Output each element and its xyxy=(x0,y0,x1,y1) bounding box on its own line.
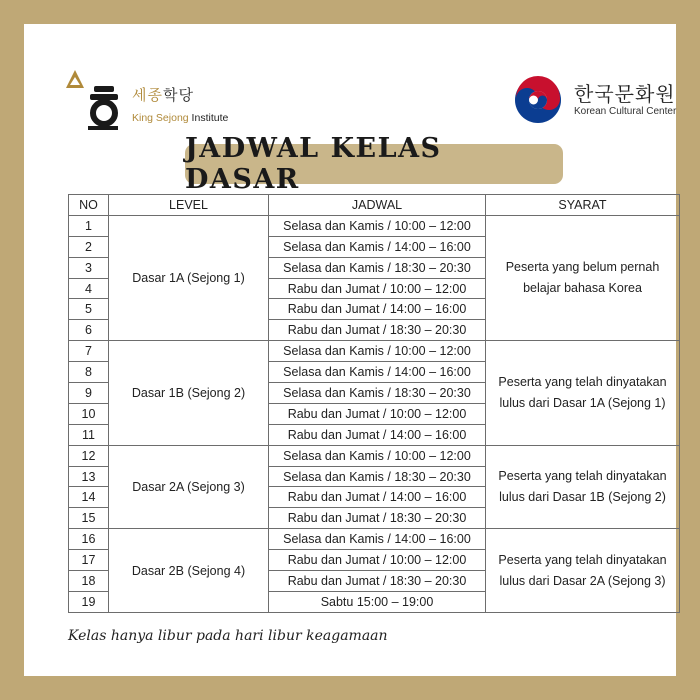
header-jadwal: JADWAL xyxy=(269,195,486,216)
jadwal-cell: Selasa dan Kamis / 14:00 – 16:00 xyxy=(269,362,486,383)
syarat-line: lulus dari Dasar 2A (Sejong 3) xyxy=(499,573,666,588)
row-no: 6 xyxy=(69,320,109,341)
row-no: 19 xyxy=(69,591,109,612)
jadwal-cell: Selasa dan Kamis / 18:30 – 20:30 xyxy=(269,383,486,404)
row-no: 18 xyxy=(69,571,109,592)
syarat-cell xyxy=(486,341,680,445)
syarat-cell xyxy=(486,529,680,613)
header-syarat: SYARAT xyxy=(486,195,680,216)
syarat-line: lulus dari Dasar 1B (Sejong 2) xyxy=(499,489,666,504)
syarat-line: Peserta yang telah dinyatakan xyxy=(498,374,667,389)
syarat-line: Peserta yang belum pernah xyxy=(505,260,660,275)
jadwal-cell: Rabu dan Jumat / 14:00 – 16:00 xyxy=(269,487,486,508)
footer-note: Kelas hanya libur pada hari libur keagamaan xyxy=(68,628,388,644)
row-no: 14 xyxy=(69,487,109,508)
row-no: 3 xyxy=(69,257,109,278)
syarat-line: lulus dari Dasar 1A (Sejong 1) xyxy=(499,395,666,410)
jadwal-cell: Selasa dan Kamis / 10:00 – 12:00 xyxy=(269,445,486,466)
jadwal-cell: Rabu dan Jumat / 18:30 – 20:30 xyxy=(269,320,486,341)
syarat-line: Peserta yang telah dinyatakan xyxy=(498,468,667,483)
row-no: 11 xyxy=(69,424,109,445)
level-cell: Dasar 1A (Sejong 1) xyxy=(109,215,269,340)
row-no: 10 xyxy=(69,403,109,424)
header-no: NO xyxy=(69,195,109,216)
schedule-table xyxy=(68,194,680,613)
jadwal-cell: Selasa dan Kamis / 14:00 – 16:00 xyxy=(269,236,486,257)
title-banner xyxy=(185,133,563,195)
jadwal-cell: Sabtu 15:00 – 19:00 xyxy=(269,591,486,612)
row-no: 15 xyxy=(69,508,109,529)
jadwal-cell: Rabu dan Jumat / 10:00 – 12:00 xyxy=(269,403,486,424)
jadwal-cell: Selasa dan Kamis / 18:30 – 20:30 xyxy=(269,466,486,487)
kcc-english-name: Korean Cultural Center xyxy=(574,106,677,117)
page-title: JADWAL KELAS DASAR xyxy=(185,133,442,195)
jadwal-cell: Rabu dan Jumat / 14:00 – 16:00 xyxy=(269,299,486,320)
row-no: 7 xyxy=(69,341,109,362)
row-no: 13 xyxy=(69,466,109,487)
syarat-line: Peserta yang telah dinyatakan xyxy=(498,552,667,567)
row-no: 9 xyxy=(69,383,109,404)
ksi-english-gold: King Sejong xyxy=(132,112,189,124)
row-no: 12 xyxy=(69,445,109,466)
syarat-cell xyxy=(486,215,680,340)
korean-cultural-center-logo xyxy=(514,76,694,128)
table-row xyxy=(69,529,680,550)
jadwal-cell: Selasa dan Kamis / 10:00 – 12:00 xyxy=(269,341,486,362)
jadwal-cell: Rabu dan Jumat / 10:00 – 12:00 xyxy=(269,278,486,299)
jadwal-cell: Rabu dan Jumat / 10:00 – 12:00 xyxy=(269,550,486,571)
row-no: 8 xyxy=(69,362,109,383)
row-no: 1 xyxy=(69,215,109,236)
syarat-line: belajar bahasa Korea xyxy=(523,281,642,296)
jadwal-cell: Selasa dan Kamis / 14:00 – 16:00 xyxy=(269,529,486,550)
jadwal-cell: Selasa dan Kamis / 18:30 – 20:30 xyxy=(269,257,486,278)
king-sejong-emblem-icon xyxy=(66,70,118,130)
jadwal-cell: Rabu dan Jumat / 14:00 – 16:00 xyxy=(269,424,486,445)
jadwal-cell: Rabu dan Jumat / 18:30 – 20:30 xyxy=(269,508,486,529)
row-no: 16 xyxy=(69,529,109,550)
table-header-row xyxy=(69,195,680,216)
header-level: LEVEL xyxy=(109,195,269,216)
ksi-korean-part-2: 학당 xyxy=(162,86,194,104)
taeguk-emblem-icon xyxy=(514,76,562,124)
jadwal-cell: Selasa dan Kamis / 10:00 – 12:00 xyxy=(269,215,486,236)
jadwal-cell: Rabu dan Jumat / 18:30 – 20:30 xyxy=(269,571,486,592)
row-no: 17 xyxy=(69,550,109,571)
ksi-english-rest: Institute xyxy=(188,112,229,124)
row-no: 4 xyxy=(69,278,109,299)
level-cell: Dasar 2B (Sejong 4) xyxy=(109,529,269,613)
row-no: 5 xyxy=(69,299,109,320)
syarat-cell xyxy=(486,445,680,529)
table-row xyxy=(69,341,680,362)
level-cell: Dasar 1B (Sejong 2) xyxy=(109,341,269,445)
ksi-english-name xyxy=(132,112,228,124)
level-cell: Dasar 2A (Sejong 3) xyxy=(109,445,269,529)
table-row xyxy=(69,445,680,466)
ksi-korean-part-1: 세종 xyxy=(132,86,163,104)
king-sejong-institute-logo xyxy=(66,70,266,134)
poster-content xyxy=(48,48,700,700)
row-no: 2 xyxy=(69,236,109,257)
ksi-korean-name xyxy=(132,84,194,105)
kcc-korean-name: 한국문화원 xyxy=(574,82,676,106)
table-row xyxy=(69,215,680,236)
